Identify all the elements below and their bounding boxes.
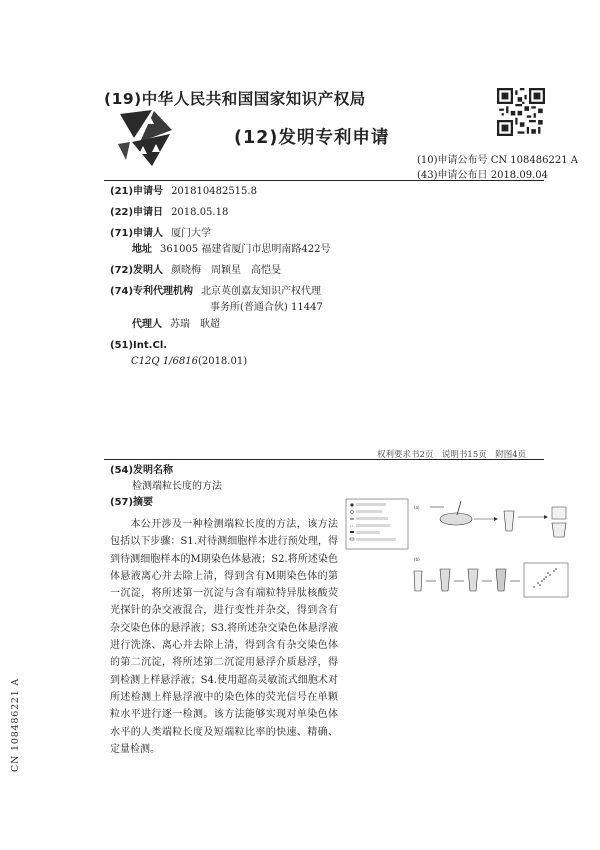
side-publication-code: CN 108486221 A: [10, 677, 21, 772]
applicant: (71)申请人 厦门大学: [110, 228, 212, 239]
header-divider: [104, 180, 544, 181]
figure-step-a: [414, 501, 566, 537]
patent-agency-line2: 事务所(普通合伙) 11447: [210, 302, 323, 313]
svg-text:(a): (a): [414, 505, 420, 510]
svg-text:(b): (b): [414, 557, 420, 562]
application-number: (21)申请号 201810482515.8: [110, 186, 257, 197]
application-date: (22)申请日 2018.05.18: [110, 207, 229, 218]
int-cl-code: C12Q 1/6816(2018.01): [131, 356, 248, 367]
office-name: (19)中华人民共和国国家知识产权局: [104, 90, 366, 108]
patent-agency: (74)专利代理机构 北京英创嘉友知识产权代理: [110, 286, 322, 297]
title-label: (54)发明名称: [110, 465, 174, 476]
publication-number: (10)申请公布号 CN 108486221 A: [417, 155, 578, 166]
abstract-text: 本公开涉及一种检测端粒长度的方法，该方法包括以下步骤：S1.对待测细胞样本进行预处理，得到待测细胞样本的M期染色体悬液；S2.将所述染色体悬液离心并去除上清，得到含有M期染色体的第一沉淀，将所述第一沉淀与含有端粒特异肽核酸荧光探针的杂交液混合，进行变性并杂交，得到含有杂交染色体的悬浮液；S3.将所述杂交染色体悬浮液进行洗涤、离心并去除上清，得到含有杂交染色体的第二沉淀，将所述第二沉淀用悬浮介质悬浮，得到检测上样悬浮液；S4.使用超高灵敏流式细胞术对所述检测上样悬浮液中的染色体的荧光信号在单颗粒水平进行逐一检测。该方法能够实现对单染色体水平的人类端粒长度及短端粒比率的快速、精确、定量检测。: [110, 519, 338, 755]
invention-title: 检测端粒长度的方法: [132, 481, 222, 492]
publication-date: (43)申请公布日 2018.09.04: [417, 170, 548, 181]
cnipa-logo: [112, 108, 202, 176]
agents: 代理人 苏瑞 耿超: [132, 319, 220, 330]
figure-legend: [350, 503, 396, 541]
document-type: (12)发明专利申请: [234, 128, 390, 148]
abstract-label: (57)摘要: [110, 497, 154, 508]
int-cl-label: (51)Int.Cl.: [110, 340, 168, 351]
pages-info: 权利要求书2页 说明书15页 附图4页: [377, 450, 527, 460]
inventors: (72)发明人 颜晓梅 周颖星 高恺旻: [110, 265, 282, 276]
address: 地址 361005 福建省厦门市思明南路422号: [132, 244, 331, 255]
figure-step-b: [414, 557, 568, 597]
pages-divider: [104, 459, 544, 460]
qr-code-icon: [497, 88, 545, 136]
process-figure: [344, 497, 572, 609]
